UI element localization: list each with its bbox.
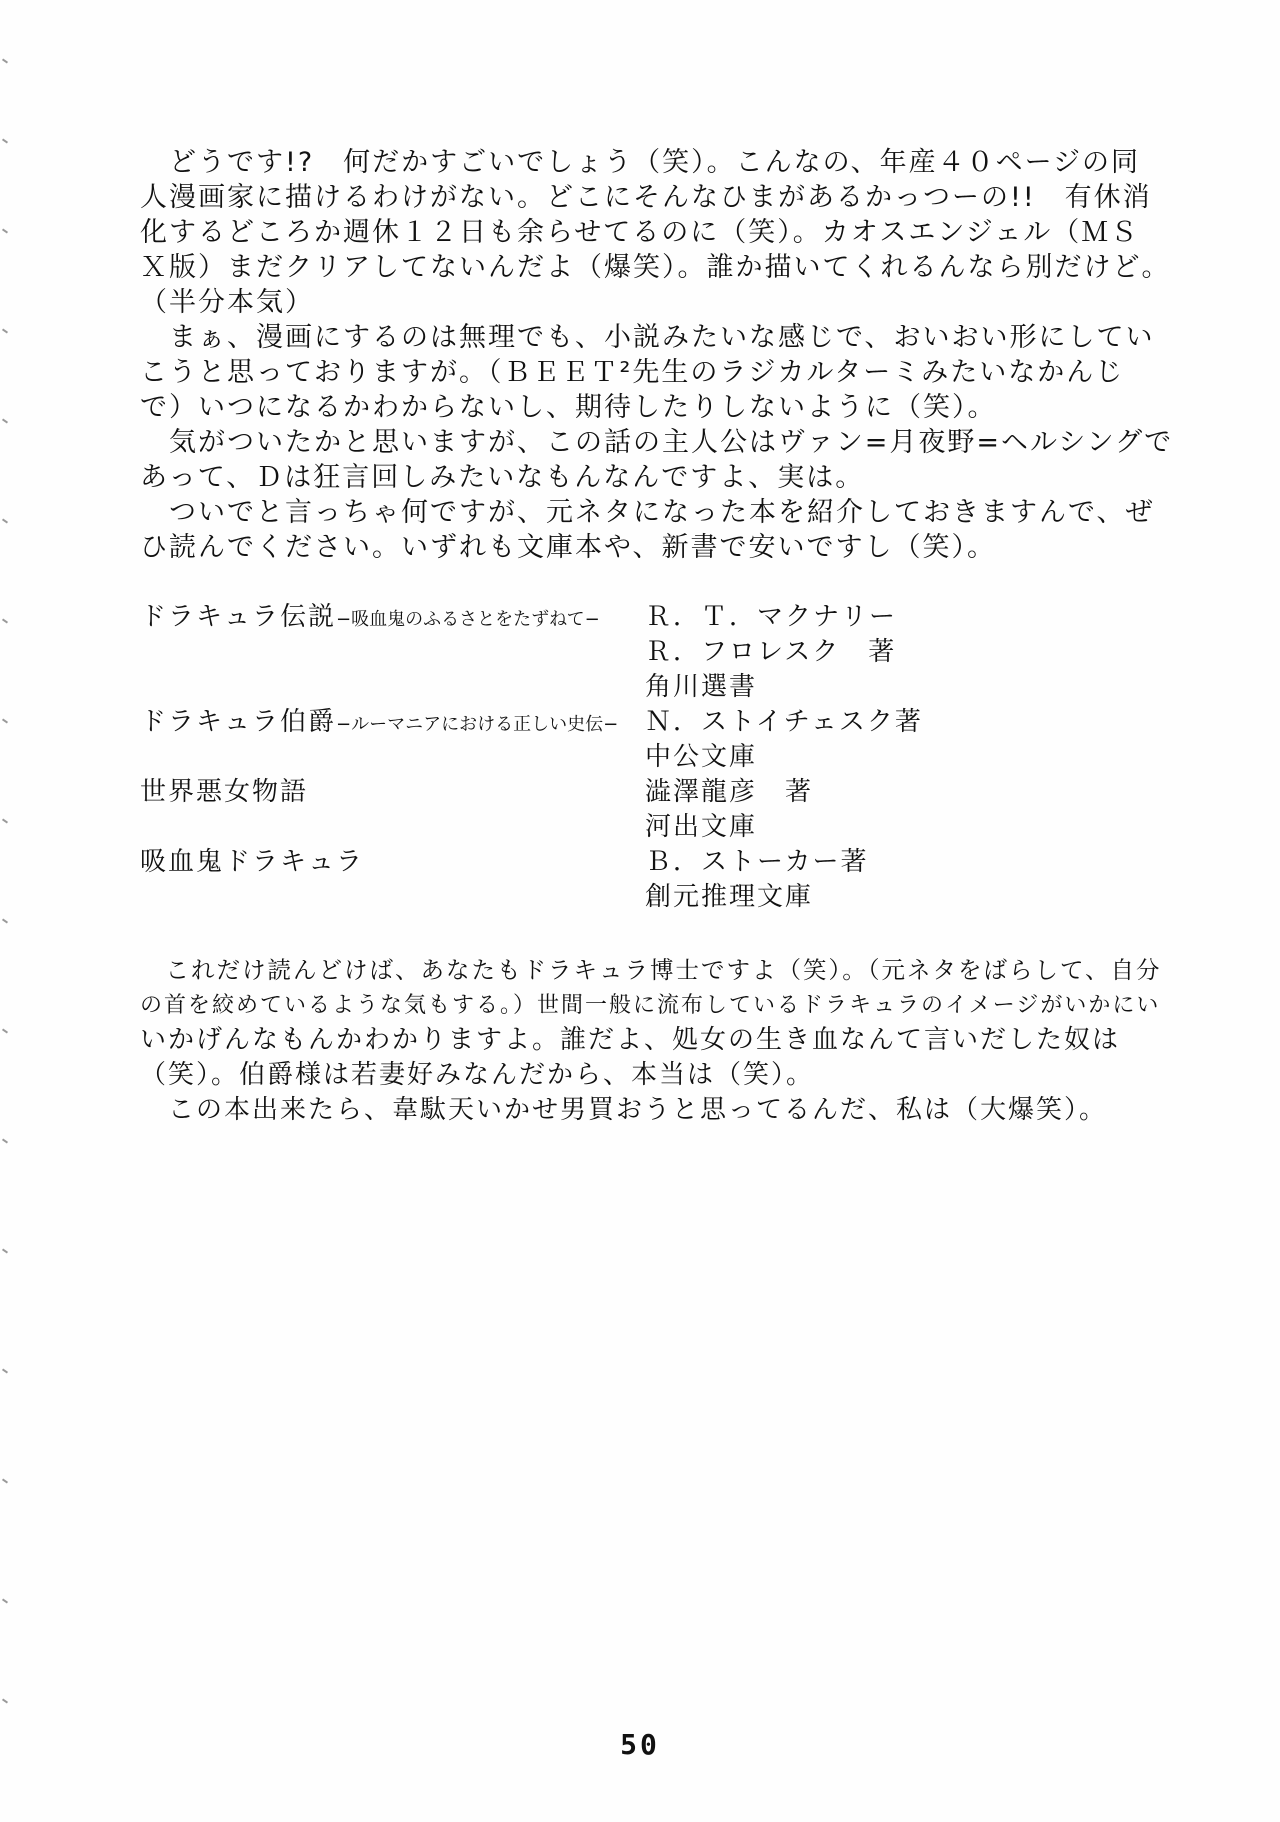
binding-mark: [2, 138, 8, 143]
intro-line: まぁ、漫画にするのは無理でも、小説みたいな感じで、おいおい形にしてい: [140, 322, 1155, 353]
reference-detail: Ｂ．ストーカー著: [645, 847, 869, 877]
reference-detail: 中公文庫: [645, 742, 758, 772]
binding-mark: [2, 1028, 8, 1033]
reference-row: [140, 845, 1180, 880]
outro-line: いかげんなもんかわかりますよ。誰だよ、処女の生き血なんて言いだした奴は: [140, 1025, 1121, 1055]
reference-detail: 角川選書: [645, 672, 758, 702]
reference-row: [140, 670, 1180, 705]
binding-mark: [2, 818, 8, 823]
binding-mark: [2, 328, 8, 333]
page-number: 50: [620, 1728, 660, 1761]
binding-mark: [2, 918, 8, 923]
outro-line: （笑）。伯爵様は若妻好みなんだから、本当は（笑）。: [140, 1060, 815, 1090]
reference-row: [140, 740, 1180, 775]
binding-mark: [2, 418, 8, 423]
reference-detail: 澁澤龍彦 著: [645, 777, 814, 807]
binding-mark: [2, 518, 8, 523]
outro-line: この本出来たら、韋駄天いかせ男買おうと思ってるんだ、私は（大爆笑）。: [140, 1095, 1108, 1125]
reference-detail: 河出文庫: [645, 812, 758, 842]
reference-row: [140, 635, 1180, 670]
outro-paragraph: [140, 953, 1180, 1128]
intro-paragraph: [140, 145, 1180, 565]
binding-mark: [2, 1598, 8, 1603]
reference-row: [140, 880, 1180, 915]
binding-mark: [2, 1138, 8, 1143]
reference-row: [140, 600, 1180, 635]
intro-line: ついでと言っちゃ何ですが、元ネタになった本を紹介しておきますんで、ぜ: [140, 497, 1155, 528]
intro-line: Ｘ版）まだクリアしてないんだよ（爆笑）。誰か描いてくれるんなら別だけど。: [140, 252, 1171, 283]
reference-detail: 創元推理文庫: [645, 882, 814, 912]
binding-mark: [2, 58, 8, 63]
binding-mark: [2, 1248, 8, 1253]
intro-line: あって、Ｄは狂言回しみたいなもんなんですよ、実は。: [140, 462, 865, 493]
reference-row: [140, 810, 1180, 845]
intro-line: で）いつになるかわからないし、期待したりしないように（笑）。: [140, 392, 997, 423]
outro-line: これだけ読んどけば、あなたもドラキュラ博士ですよ（笑）。（元ネタをばらして、自分: [140, 956, 1162, 984]
reference-title: 世界悪女物語: [140, 777, 309, 807]
reference-title: 吸血鬼ドラキュラ: [140, 847, 365, 877]
reference-detail: Ｒ．フロレスク 著: [645, 637, 897, 667]
intro-line: ひ読んでください。いずれも文庫本や、新書で安いですし（笑）。: [140, 532, 996, 563]
binding-mark: [2, 228, 8, 233]
binding-edge: [0, 0, 14, 1822]
reference-list: [140, 600, 1180, 915]
binding-mark: [2, 618, 8, 623]
binding-mark: [2, 718, 8, 723]
binding-mark: [2, 1368, 8, 1373]
reference-title: ドラキュラ伝説−吸血鬼のふるさとをたずねて−: [140, 602, 600, 632]
reference-detail: Ｎ．ストイチェスク著: [645, 707, 923, 737]
reference-detail: Ｒ．Ｔ．マクナリー: [645, 602, 898, 632]
reference-title: ドラキュラ伯爵−ルーマニアにおける正しい史伝−: [140, 707, 619, 737]
outro-line: の首を絞めているような気もする。）世間一般に流布しているドラキュラのイメージがいかにい: [140, 993, 1161, 1018]
reference-row: [140, 705, 1180, 740]
binding-mark: [2, 1698, 8, 1703]
intro-line: こうと思っておりますが。（ＢＥＥＴ²先生のラジカルターミみたいなかんじ: [140, 357, 1125, 388]
intro-line: （半分本気）: [140, 287, 314, 318]
intro-line: 人漫画家に描けるわけがない。どこにそんなひまがあるかっつーの!! 有休消: [140, 182, 1152, 213]
binding-mark: [2, 1478, 8, 1483]
intro-line: 気がついたかと思いますが、この話の主人公はヴァン=月夜野=ヘルシングで: [140, 427, 1174, 458]
reference-row: [140, 775, 1180, 810]
intro-line: どうです!? 何だかすごいでしょう（笑）。こんなの、年産４０ページの同: [140, 147, 1141, 178]
intro-line: 化するどころか週休１２日も余らせてるのに（笑）。カオスエンジェル（ＭＳ: [140, 217, 1140, 248]
